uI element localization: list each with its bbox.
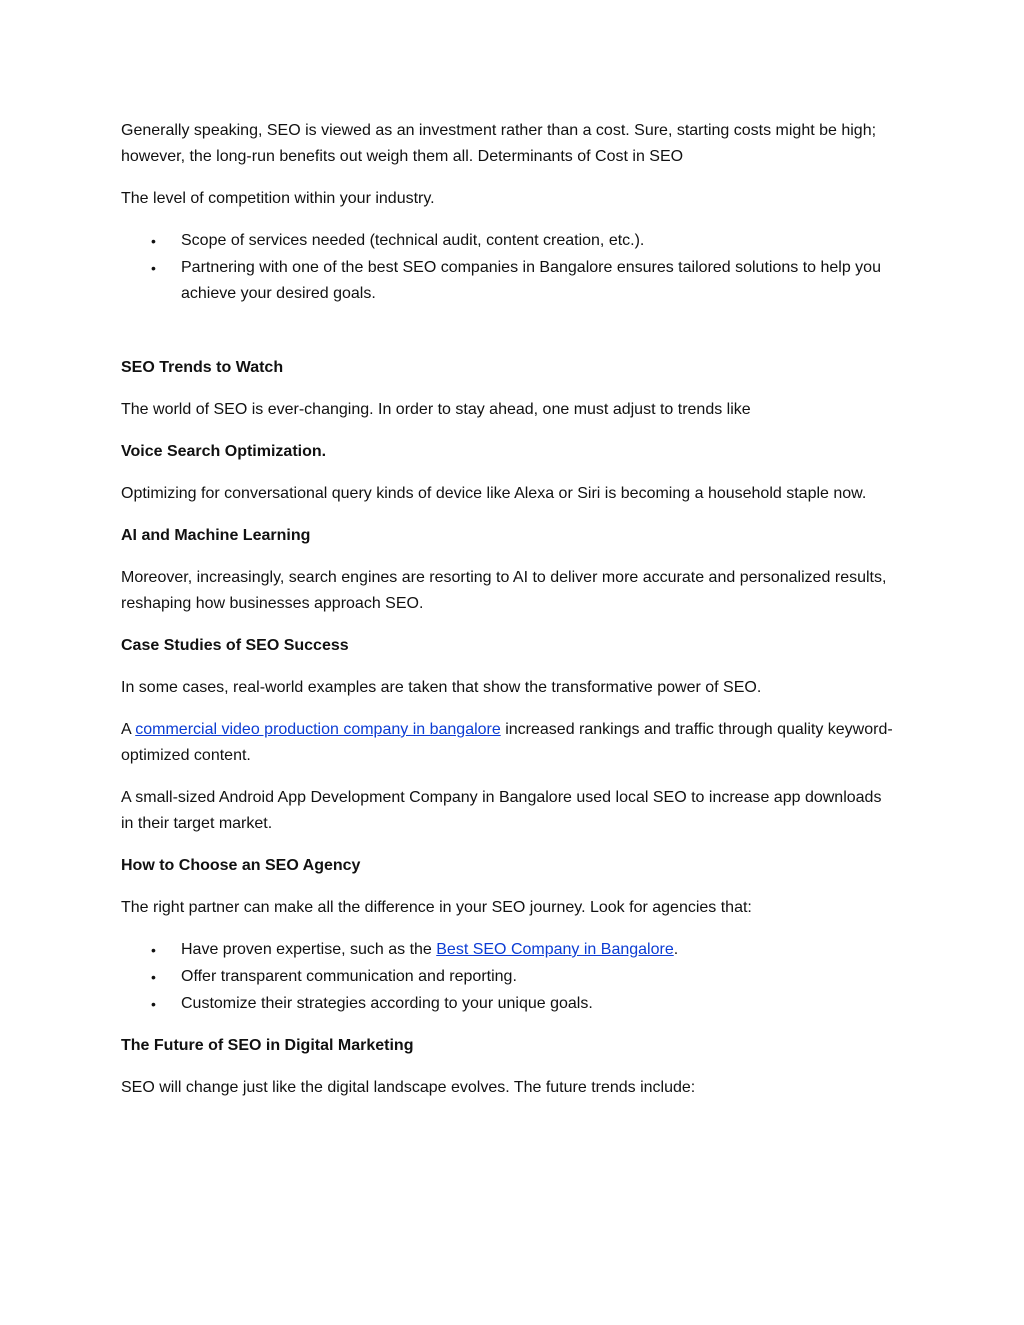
list-item-text	[181, 941, 678, 958]
case-study-2: A small-sized Android App Development Company in Bangalore used local SEO to increase app downloads in their target market.	[121, 789, 882, 832]
agency-heading: How to Choose an SEO Agency	[121, 857, 361, 874]
bullet-1-prefix: Have proven expertise, such as the	[181, 941, 437, 958]
cost-factors-list	[121, 228, 894, 307]
bullet-icon: •	[151, 942, 156, 958]
section-spacer	[121, 323, 894, 355]
list-item	[121, 937, 894, 963]
best-seo-company-link[interactable]: Best SEO Company in Bangalore	[436, 941, 674, 958]
trends-heading: SEO Trends to Watch	[121, 359, 284, 376]
bullet-1-suffix: .	[673, 941, 679, 958]
list-item	[121, 991, 894, 1017]
future-heading: The Future of SEO in Digital Marketing	[121, 1037, 414, 1054]
agency-intro: The right partner can make all the difference in your SEO journey. Look for agencies that:	[121, 899, 752, 916]
list-item-text: Scope of services needed (technical audit, content creation, etc.).	[181, 232, 645, 249]
list-item-text: Partnering with one of the best SEO companies in Bangalore ensures tailored solutions to help you achieve your desired goals.	[181, 259, 881, 302]
ai-ml-text: Moreover, increasingly, search engines are resorting to AI to deliver more accurate and personalized results, reshaping how businesses approach SEO.	[121, 569, 887, 612]
list-item-text: Offer transparent communication and reporting.	[181, 968, 517, 985]
video-production-link[interactable]: commercial video production company in bangalore	[135, 721, 501, 738]
competition-paragraph: The level of competition within your industry.	[121, 190, 435, 207]
bullet-icon: •	[151, 233, 156, 249]
list-item	[121, 255, 894, 307]
case-study-1-suffix: increased rankings and traffic through quality keyword-optimized content.	[121, 721, 893, 764]
bullet-icon: •	[151, 969, 156, 985]
agency-criteria-list	[121, 937, 894, 1017]
voice-search-text: Optimizing for conversational query kinds of device like Alexa or Siri is becoming a household staple now.	[121, 485, 867, 502]
list-item-text: Customize their strategies according to your unique goals.	[181, 995, 593, 1012]
case-studies-heading: Case Studies of SEO Success	[121, 637, 349, 654]
future-intro: SEO will change just like the digital landscape evolves. The future trends include:	[121, 1079, 696, 1096]
case-study-1	[121, 717, 894, 769]
bullet-icon: •	[151, 996, 156, 1012]
case-study-1-prefix: A	[121, 721, 136, 738]
list-item	[121, 964, 894, 990]
case-studies-intro: In some cases, real-world examples are taken that show the transformative power of SEO.	[121, 679, 762, 696]
voice-search-heading: Voice Search Optimization.	[121, 443, 327, 460]
list-item	[121, 228, 894, 254]
intro-paragraph: Generally speaking, SEO is viewed as an investment rather than a cost. Sure, starting costs might be high; however, the long-run benefits out weigh them all. Determinants of Cost in SEO	[121, 122, 877, 165]
ai-ml-heading: AI and Machine Learning	[121, 527, 311, 544]
bullet-icon: •	[151, 260, 156, 276]
trends-intro: The world of SEO is ever-changing. In order to stay ahead, one must adjust to trends like	[121, 401, 751, 418]
